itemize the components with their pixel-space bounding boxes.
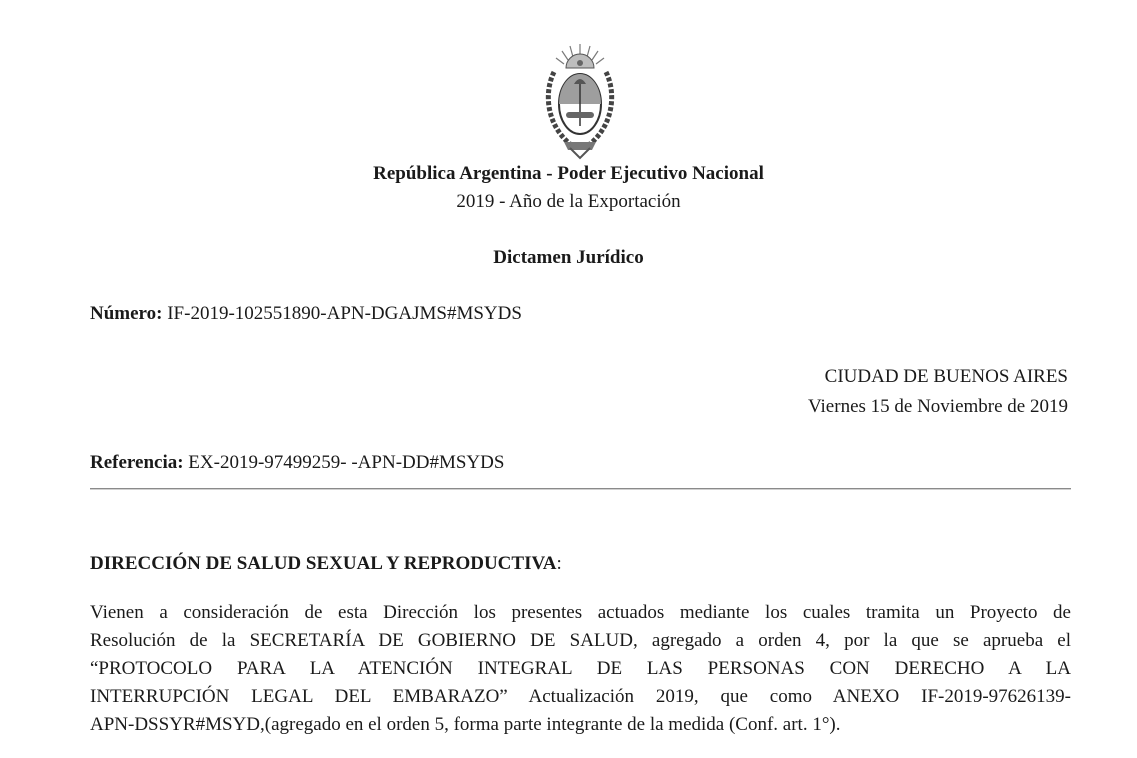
document-type-title: Dictamen Jurídico — [493, 247, 644, 268]
reference-line — [90, 452, 504, 474]
document-number-label: Número: — [90, 303, 163, 324]
institution-heading: República Argentina - Poder Ejecutivo Nacional — [373, 163, 764, 184]
addressee-name: DIRECCIÓN DE SALUD SEXUAL Y REPRODUCTIVA — [90, 553, 557, 574]
reference-label: Referencia: — [90, 452, 184, 473]
reference-value: EX-2019-97499259- -APN-DD#MSYDS — [188, 452, 505, 473]
document-number-line — [90, 303, 522, 325]
paragraph-line: APN-DSSYR#MSYD,(agregado en el orden 5, forma parte integrante de la medida (Conf. art. 1°). — [90, 714, 841, 735]
coat-of-arms-icon — [540, 42, 620, 160]
document-number-value: IF-2019-102551890-APN-DGAJMS#MSYDS — [167, 303, 522, 324]
addressee-line — [90, 553, 562, 575]
document-city: CIUDAD DE BUENOS AIRES — [824, 366, 1068, 387]
paragraph-line: INTERRUPCIÓN LEGAL DEL EMBARAZO” Actualización 2019, que como ANEXO IF-2019-97626139- — [90, 686, 1071, 707]
paragraph-line: “PROTOCOLO PARA LA ATENCIÓN INTEGRAL DE LAS PERSONAS CON DERECHO A LA — [90, 658, 1071, 679]
section-divider — [90, 488, 1071, 490]
year-motto: 2019 - Año de la Exportación — [456, 191, 681, 212]
document-date: Viernes 15 de Noviembre de 2019 — [807, 396, 1068, 417]
paragraph-line: Resolución de la SECRETARÍA DE GOBIERNO DE SALUD, agregado a orden 4, por la que se aprueba el — [90, 630, 1071, 651]
paragraph-line: Vienen a consideración de esta Dirección los presentes actuados mediante los cuales tramita un Proyecto de — [90, 602, 1071, 623]
addressee-colon: : — [556, 553, 562, 574]
body-paragraph — [90, 602, 1071, 742]
